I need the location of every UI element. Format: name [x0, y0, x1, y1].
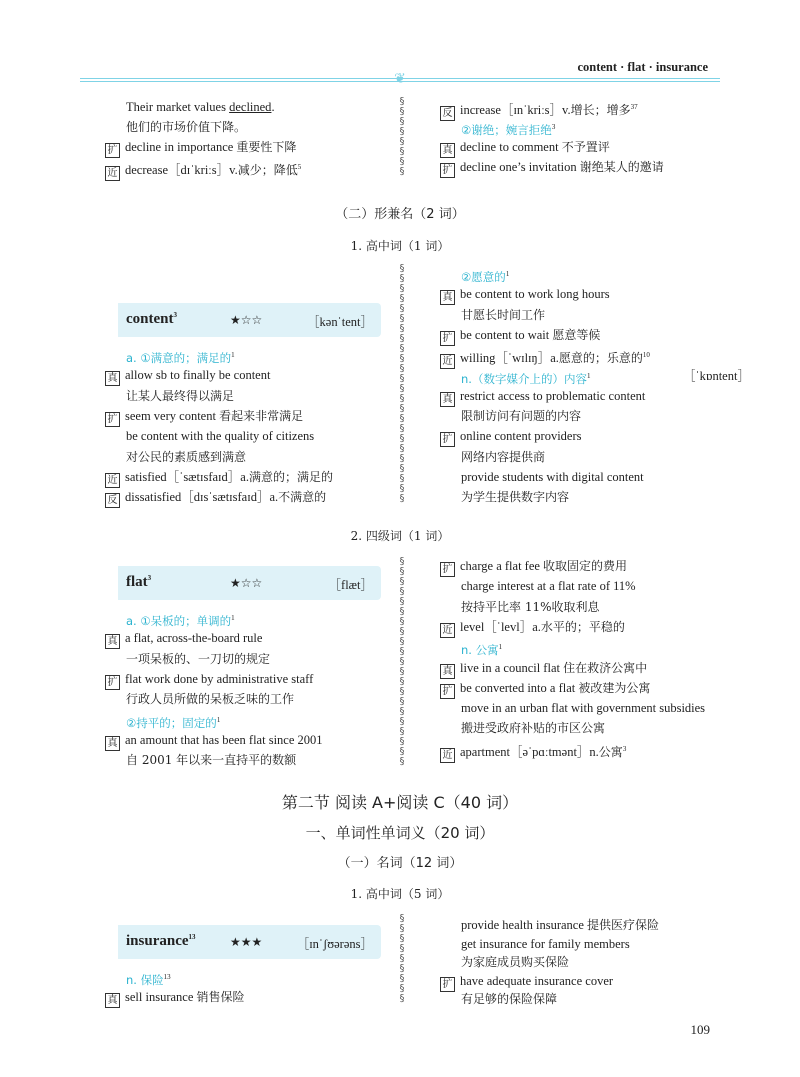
english-text: willing［ˈwɪlɪŋ］a.	[460, 351, 559, 366]
chinese-text: 限制访问有问题的内容	[461, 409, 582, 424]
phonetic: ［ˈkɒntent］	[683, 368, 750, 383]
english-text: seem very content	[125, 408, 220, 423]
entry-tag-icon: 扩	[440, 562, 455, 577]
entry-line	[105, 731, 323, 751]
entry-tag-icon: 近	[105, 166, 120, 181]
chinese-text: 被改建为公寓	[578, 680, 651, 695]
english-text: decline in importance	[125, 140, 237, 154]
sense-label: ②持平的；固定的	[126, 715, 217, 730]
chinese-text: 销售保险	[196, 990, 245, 1005]
level-heading-cet4: 2. 四级词（1 词）	[350, 529, 450, 543]
section-2-title: 第二节 阅读 A+阅读 C（40 词）	[281, 793, 519, 812]
level-heading-high-5: 1. 高中词（5 词）	[350, 887, 450, 901]
page-number: 109	[690, 1022, 710, 1037]
english-text: satisfied［ˈsætɪsfaɪd］a.	[125, 469, 249, 484]
entry-line	[461, 990, 557, 1008]
entry-line	[461, 306, 545, 324]
english-text: allow sb to finally be content	[125, 368, 271, 383]
entry-tag-icon: 真	[440, 143, 455, 158]
entry-tag-icon: 扩	[440, 432, 455, 447]
frequency-count: 3	[622, 744, 627, 753]
chinese-text: 公寓	[598, 744, 623, 759]
entry-line	[440, 138, 610, 158]
chinese-text: 愿意等候	[552, 327, 601, 342]
entry-tag-icon: 扩	[105, 675, 120, 690]
frequency-count: 5	[297, 163, 302, 171]
level-heading-high: 1. 高中词（1 词）	[350, 239, 450, 253]
frequency-count: 13	[163, 973, 171, 981]
entry-line	[440, 557, 627, 577]
frequency-stars: ★☆☆	[230, 576, 263, 590]
frequency-count: 1	[498, 643, 503, 652]
entry-line	[440, 740, 626, 763]
english-text: Their market values	[126, 100, 230, 114]
english-text: be content with the quality of citizens	[126, 429, 315, 444]
entry-line	[105, 629, 262, 649]
chinese-text: 看起来非常满足	[219, 408, 304, 423]
entry-line	[461, 935, 630, 953]
chinese-text: 自 2001 年以来一直持平的数额	[126, 753, 297, 768]
entry-line	[461, 719, 605, 737]
punctuation: .	[271, 100, 275, 114]
entry-line	[105, 138, 296, 158]
frequency-count: 1	[231, 351, 235, 359]
entry-line	[461, 118, 555, 139]
entry-line	[461, 699, 705, 717]
sense-label: n. 保险	[126, 973, 164, 988]
english-text: charge a flat fee	[460, 559, 544, 573]
entry-line	[105, 670, 313, 690]
column-divider: § § § § § § § § §	[399, 914, 405, 1004]
entry-line	[440, 158, 664, 178]
word-box-insurance	[118, 925, 381, 959]
entry-line	[461, 953, 569, 971]
chinese-text: 减少；降低	[237, 163, 298, 178]
entry-line	[105, 468, 333, 488]
entry-tag-icon: 真	[105, 371, 120, 386]
entry-tag-icon: 近	[105, 473, 120, 488]
phonetic: ［kənˈtent］	[307, 315, 373, 329]
sense-label: n. 公寓	[461, 643, 499, 658]
entry-line	[461, 407, 581, 425]
entry-tag-icon: 真	[105, 736, 120, 751]
entry-line	[126, 98, 275, 116]
english-text: move in an urban flat with government subsidies	[461, 701, 706, 716]
phonetic: ［flæt］	[328, 578, 373, 592]
entry-line	[440, 972, 613, 992]
header-ornament-icon: ❦	[394, 71, 406, 87]
section-title-adj-noun: （二）形兼名（2 词）	[335, 207, 465, 222]
entry-tag-icon: 近	[440, 354, 455, 369]
entry-tag-icon: 真	[440, 290, 455, 305]
english-text: online content providers	[460, 429, 582, 444]
column-divider: § § § § § § § § § § § § § § § § § § § § §	[399, 557, 405, 767]
english-text: an amount that has been flat since 2001	[125, 732, 323, 747]
entry-line	[105, 158, 301, 181]
chinese-text: 按持平比率 11%收取利息	[461, 599, 600, 614]
english-text: level［ˈlevl］a.	[460, 619, 541, 634]
word-box-content	[118, 303, 381, 337]
chinese-text: 为家庭成员购买保险	[461, 955, 570, 969]
frequency-count: 37	[630, 103, 638, 111]
english-text: a flat, across-the-board rule	[125, 631, 263, 646]
frequency-count: 3	[551, 123, 556, 131]
entry-line	[461, 598, 600, 616]
entry-line	[461, 448, 545, 466]
english-text: flat work done by administrative staff	[125, 671, 314, 686]
entry-line	[440, 427, 582, 447]
chinese-text: 为学生提供数字内容	[461, 490, 570, 505]
chinese-text: 他们的市场价值下降。	[126, 120, 247, 134]
entry-tag-icon: 真	[440, 392, 455, 407]
english-text: apartment［əˈpɑːtmənt］n.	[460, 744, 599, 759]
chinese-text: 对公民的素质感到满意	[126, 449, 247, 464]
entry-tag-icon: 反	[105, 493, 120, 508]
entry-line	[105, 407, 303, 427]
chinese-text: 行政人员所做的呆板乏味的工作	[126, 692, 295, 707]
entry-line	[440, 618, 625, 638]
entry-tag-icon: 真	[440, 664, 455, 679]
entry-line	[126, 968, 171, 989]
entry-line	[440, 659, 647, 679]
entry-line	[126, 751, 296, 769]
entry-line	[126, 609, 235, 630]
noun-title: （一）名词（12 词）	[337, 856, 463, 871]
entry-line	[461, 468, 644, 486]
headword: flat$^3$	[126, 574, 152, 590]
sense-label: n.（数字媒介上的）内容	[461, 371, 587, 386]
sense-label: a. ①呆板的；单调的	[126, 614, 232, 629]
chinese-text: 不满意的	[278, 490, 327, 505]
entry-line	[440, 387, 645, 407]
english-text: have adequate insurance cover	[460, 973, 614, 988]
entry-line	[440, 326, 600, 346]
chinese-text: 让某人最终得以满足	[126, 388, 235, 403]
column-divider: § § § § § § § § § § § § § § § § § § § § § § § §	[399, 264, 405, 504]
chinese-text: 收取固定的费用	[543, 559, 628, 573]
entry-line	[126, 387, 234, 405]
entry-line	[126, 690, 294, 708]
sense-label: a. ①满意的；满足的	[126, 351, 232, 366]
chinese-text: 谢绝某人的邀请	[579, 160, 664, 174]
chinese-text: 重要性下降	[236, 140, 297, 154]
chinese-text: 住在救济公寓中	[563, 660, 648, 675]
english-text: be converted into a flat	[460, 680, 579, 695]
entry-tag-icon: 扩	[440, 331, 455, 346]
entry-line	[440, 285, 610, 305]
entry-line	[126, 118, 246, 136]
word-box-flat	[118, 566, 381, 600]
chinese-text: 不予置评	[561, 140, 610, 154]
chinese-text: 甘愿长时间工作	[461, 307, 546, 322]
entry-line	[126, 711, 220, 732]
entry-line	[440, 679, 650, 699]
english-text: get insurance for family members	[461, 936, 630, 951]
frequency-count: 1	[505, 270, 510, 278]
headword: insurance$^{13}$	[126, 933, 196, 949]
entry-line	[461, 916, 659, 934]
entry-line	[461, 265, 509, 286]
english-text: decrease［dɪˈkriːs］v.	[125, 163, 238, 178]
underlined-word: declined	[229, 100, 272, 114]
entry-tag-icon: 反	[440, 106, 455, 121]
entry-tag-icon: 扩	[440, 163, 455, 178]
english-text: decline to comment	[460, 140, 562, 154]
entry-line	[461, 638, 502, 659]
entry-line	[461, 367, 750, 388]
english-text: be content to wait	[460, 327, 553, 342]
entry-tag-icon: 真	[105, 634, 120, 649]
chinese-text: 提供医疗保险	[587, 918, 660, 932]
entry-line	[105, 488, 326, 508]
chinese-text: 一项呆板的、一刀切的规定	[126, 651, 271, 666]
frequency-stars: ★☆☆	[230, 313, 263, 327]
chinese-text: 水平的；平稳的	[540, 619, 625, 634]
chinese-text: 有足够的保险保障	[461, 992, 558, 1006]
entry-tag-icon: 真	[105, 993, 120, 1008]
entry-line	[126, 448, 246, 466]
entry-line	[105, 988, 245, 1008]
chinese-text: 增长；增多	[570, 103, 631, 118]
running-header: content · flat · insurance	[577, 60, 708, 74]
english-text: provide students with digital content	[461, 470, 644, 484]
headword: content$^3$	[126, 311, 177, 327]
entry-line	[126, 650, 270, 668]
entry-tag-icon: 扩	[105, 412, 120, 427]
frequency-count: 10	[642, 351, 650, 360]
english-text: charge interest at a flat rate of 11%	[461, 579, 636, 594]
entry-tag-icon: 近	[440, 748, 455, 763]
english-text: dissatisfied［dɪsˈsætɪsfaɪd］a.	[125, 490, 279, 505]
sense-label: ②愿意的	[461, 270, 506, 285]
entry-tag-icon: 扩	[440, 684, 455, 699]
english-text: be content to work long hours	[460, 287, 610, 302]
sense-label: ②谢绝；婉言拒绝	[461, 123, 552, 138]
entry-line	[461, 577, 636, 595]
english-text: decline one’s invitation	[460, 160, 580, 174]
frequency-stars: ★★★	[230, 935, 263, 949]
part-1-title: 一、单词性单词义（20 词）	[305, 824, 495, 842]
frequency-count: 1	[231, 614, 235, 622]
chinese-text: 搬进受政府补贴的市区公寓	[461, 721, 606, 736]
chinese-text: 满意的；满足的	[248, 469, 333, 484]
chinese-text: 愿意的；乐意的	[558, 351, 643, 366]
entry-tag-icon: 近	[440, 623, 455, 638]
entry-line	[105, 366, 270, 386]
entry-tag-icon: 扩	[440, 977, 455, 992]
chinese-text: 网络内容提供商	[461, 449, 546, 464]
frequency-count: 1	[586, 371, 591, 380]
english-text: restrict access to problematic content	[460, 388, 646, 403]
entry-line	[126, 427, 314, 445]
english-text: increase［ɪnˈkriːs］v.	[460, 103, 571, 118]
english-text: provide health insurance	[461, 918, 587, 932]
entry-tag-icon: 扩	[105, 143, 120, 158]
entry-line	[126, 346, 235, 367]
entry-line	[461, 488, 569, 506]
english-text: sell insurance	[125, 990, 197, 1005]
phonetic: ［ɪnˈʃʊərəns］	[296, 937, 373, 951]
frequency-count: 1	[216, 715, 221, 724]
column-divider: § § § § § § § §	[399, 97, 405, 177]
english-text: live in a council flat	[460, 660, 564, 675]
